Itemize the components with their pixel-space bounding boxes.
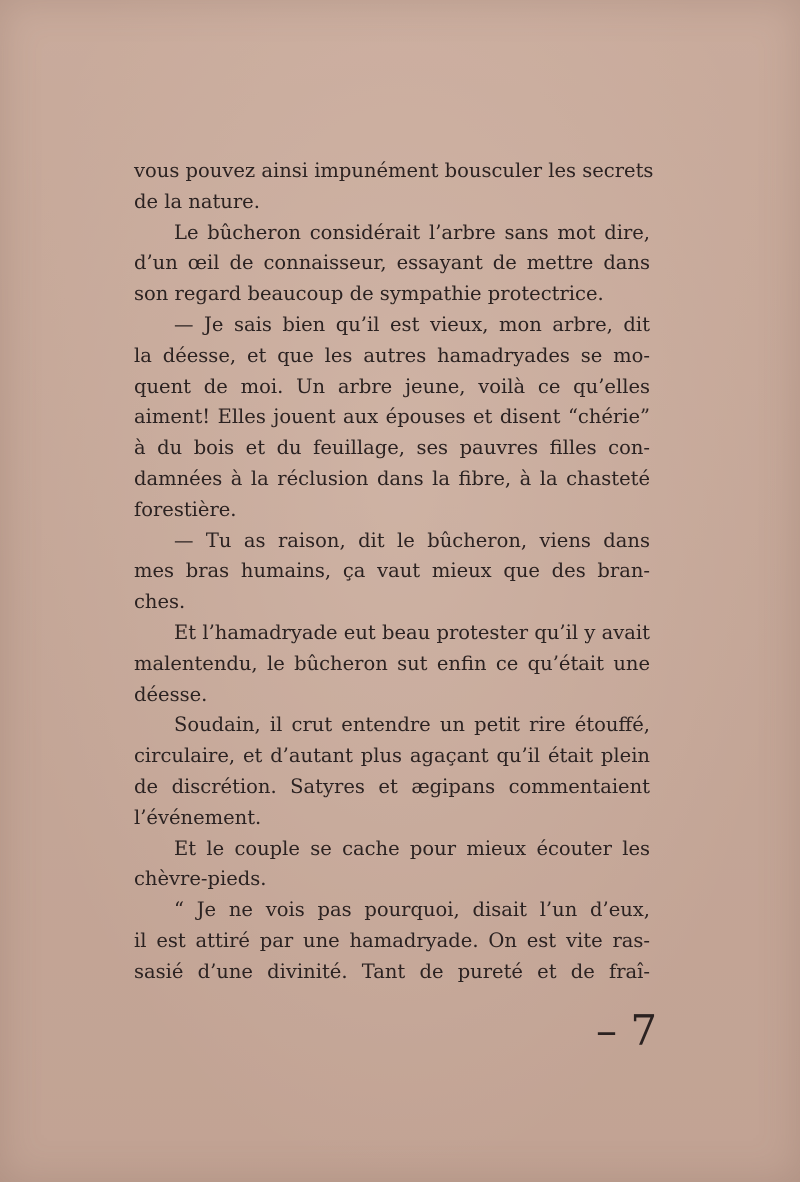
text-line: quent de moi. Un arbre jeune, voilà ce qu’elles <box>134 374 650 398</box>
text-line: — Tu as raison, dit le bûcheron, viens dans <box>174 528 650 552</box>
text-line: — Je sais bien qu’il est vieux, mon arbre, dit <box>174 312 650 336</box>
text-line: damnées à la réclusion dans la fibre, à la chasteté <box>134 466 650 490</box>
text-line: à du bois et du feuillage, ses pauvres filles con- <box>134 436 650 460</box>
text-line: déesse. <box>134 682 208 706</box>
body-text <box>134 156 654 988</box>
text-line: d’un œil de connaisseur, essayant de mettre dans <box>134 251 650 275</box>
text-line: forestière. <box>134 497 237 521</box>
text-line: mes bras humains, ça vaut mieux que des bran- <box>134 559 650 583</box>
text-line: circulaire, et d’autant plus agaçant qu’il était plein <box>134 744 650 768</box>
text-line: Soudain, il crut entendre un petit rire étouffé, <box>174 713 650 737</box>
text-line: l’événement. <box>134 805 262 829</box>
text-line: aiment! Elles jouent aux épouses et disent “chérie” <box>134 405 650 429</box>
text-line: ches. <box>134 590 186 614</box>
text-line: vous pouvez ainsi impunément bousculer les secrets <box>134 159 654 182</box>
text-line: la déesse, et que les autres hamadryades se mo- <box>134 343 650 367</box>
text-line: de la nature. <box>134 189 260 213</box>
text-line: chèvre-pieds. <box>134 867 267 891</box>
page-number: – 7 <box>596 1006 658 1055</box>
text-line: il est attiré par une hamadryade. On est vite ras- <box>134 928 650 952</box>
text-line: de discrétion. Satyres et ægipans commentaient <box>134 774 650 798</box>
text-line: “ Je ne vois pas pourquoi, disait l’un d’eux, <box>174 898 650 922</box>
text-line: Le bûcheron considérait l’arbre sans mot dire, <box>174 220 650 244</box>
text-line: sasié d’une divinité. Tant de pureté et de fraî- <box>134 959 650 983</box>
text-line: Et le couple se cache pour mieux écouter les <box>174 836 650 860</box>
text-line: son regard beaucoup de sympathie protectrice. <box>134 282 604 306</box>
text-line: malentendu, le bûcheron sut enfin ce qu’était une <box>134 651 650 675</box>
text-line: Et l’hamadryade eut beau protester qu’il y avait <box>174 620 650 644</box>
